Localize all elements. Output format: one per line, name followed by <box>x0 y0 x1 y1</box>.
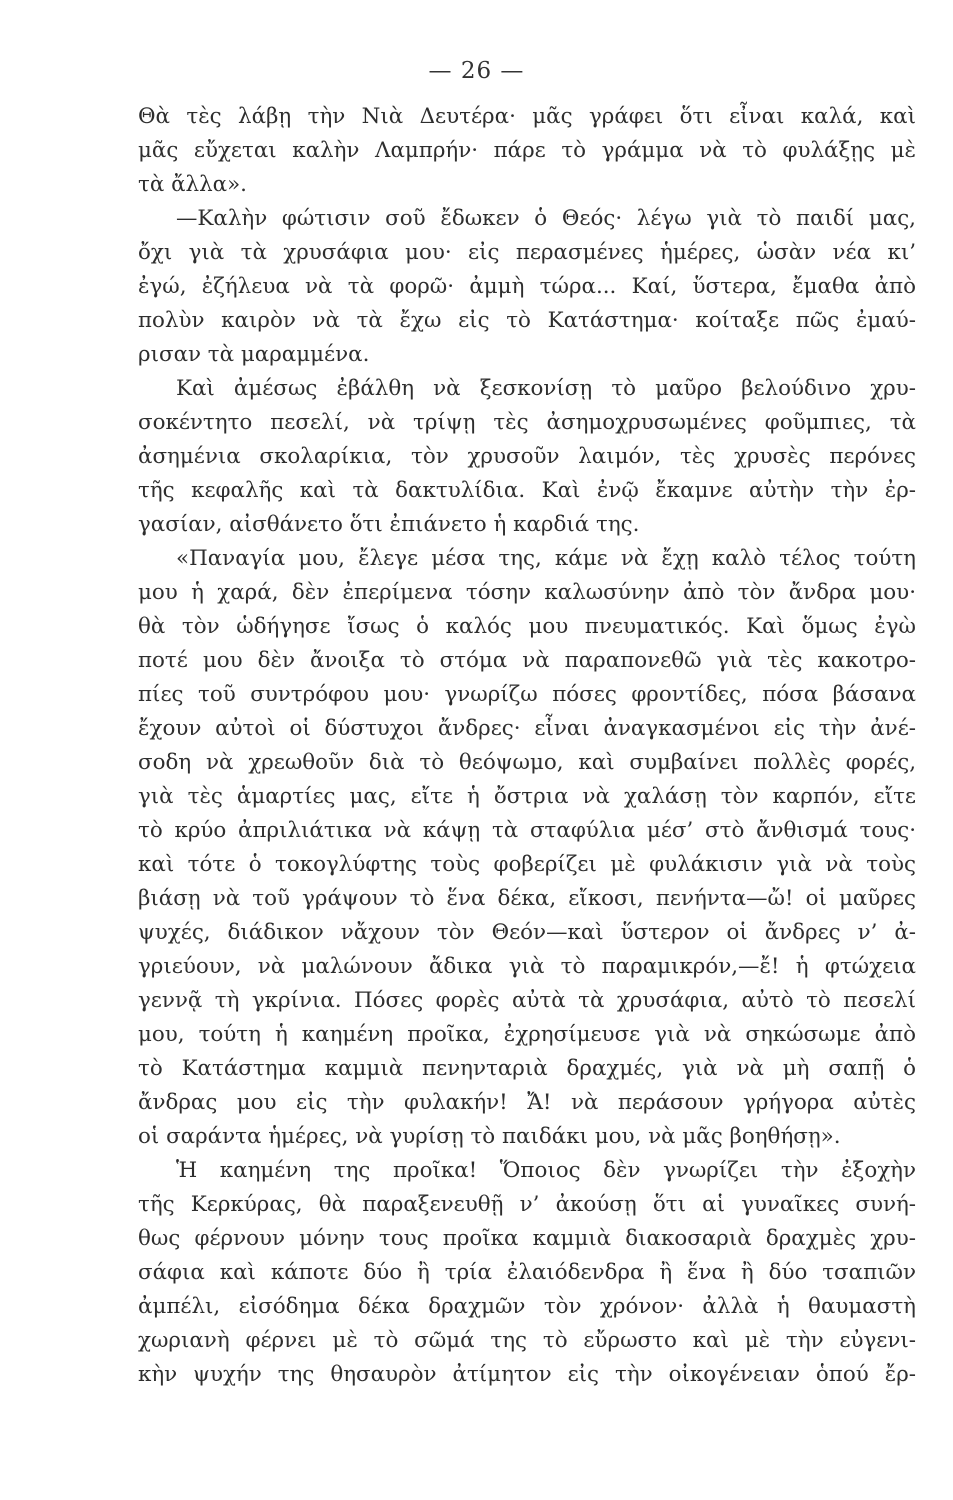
text-line: ἐγώ, ἐζήλευα νὰ τὰ φορῶ· ἀμμὴ τώρα... Καί, ὕστερα, ἔμαθα ἀπὸ <box>138 274 916 299</box>
text-line: βιάσῃ νὰ τοῦ γράψουν τὸ ἕνα δέκα, εἴκοσι, πενήντα—ὤ! οἱ μαῦρες <box>138 886 916 911</box>
text-line: καὶ τότε ὁ τοκογλύφτης τοὺς φοβερίζει μὲ φυλάκισιν γιὰ νὰ τοὺς <box>138 852 916 877</box>
text-line: γεννᾷ τὴ γκρίνια. Πόσες φορὲς αὐτὰ τὰ χρυσάφια, αὐτὸ τὸ πεσελί <box>138 988 916 1013</box>
text-line: ἀμπέλι, εἰσόδημα δέκα δραχμῶν τὸν χρόνον· ἀλλὰ ἡ θαυμαστὴ <box>138 1294 916 1319</box>
text-line: τῆς κεφαλῆς καὶ τὰ δακτυλίδια. Καὶ ἐνῷ ἔκαμνε αὐτὴν τὴν ἐρ- <box>138 478 916 503</box>
text-line: πολὺν καιρὸν νὰ τὰ ἔχω εἰς τὸ Κατάστημα· κοίταξε πῶς ἐμαύ- <box>138 308 916 333</box>
text-line: ποτέ μου δὲν ἄνοιξα τὸ στόμα νὰ παραπονεθῶ γιὰ τὲς κακοτρο- <box>138 648 916 673</box>
text-line: θως φέρνουν μόνην τους προῖκα καμμιὰ διακοσαριὰ δραχμὲς χρυ- <box>138 1226 916 1251</box>
text-line: τὸ κρύο ἀπριλιάτικα νὰ κάψῃ τὰ σταφύλια μέσ’ στὸ ἄνθισμά τους· <box>138 818 916 843</box>
text-line: πίες τοῦ συντρόφου μου· γνωρίζω πόσες φροντίδες, πόσα βάσανα <box>138 682 916 707</box>
text-line: οἱ σαράντα ἡμέρες, νὰ γυρίσῃ τὸ παιδάκι μου, νὰ μᾶς βοηθήσῃ». <box>138 1124 841 1149</box>
text-line: ἄνδρας μου εἰς τὴν φυλακήν! Ἄ! νὰ περάσουν γρήγορα αὐτὲς <box>138 1090 916 1115</box>
text-line: γιὰ τὲς ἁμαρτίες μας, εἴτε ἡ ὄστρια νὰ χαλάσῃ τὸν καρπόν, εἴτε <box>138 784 916 809</box>
text-line: κὴν ψυχήν της θησαυρὸν ἀτίμητον εἰς τὴν οἰκογένειαν ὁπού ἔρ- <box>138 1362 916 1387</box>
text-line: Θὰ τὲς λάβῃ τὴν Νιὰ Δευτέρα· μᾶς γράφει ὅτι εἶναι καλά, καὶ <box>138 104 916 129</box>
page-number: — 26 — <box>428 58 525 84</box>
text-line: μᾶς εὔχεται καλὴν Λαμπρήν· πάρε τὸ γράμμα νὰ τὸ φυλάξῃς μὲ <box>138 138 916 163</box>
text-line: σοκέντητο πεσελί, νὰ τρίψῃ τὲς ἀσημοχρυσωμένες φοῦμπιες, τὰ <box>138 410 916 435</box>
text-line: —Καλὴν φώτισιν σοῦ ἔδωκεν ὁ Θεός· λέγω γιὰ τὸ παιδί μας, <box>176 206 916 231</box>
text-line: «Παναγία μου, ἔλεγε μέσα της, κάμε νὰ ἔχῃ καλὸ τέλος τούτη <box>176 546 916 571</box>
text-line: ἀσημένια σκολαρίκια, τὸν χρυσοῦν λαιμόν, τὲς χρυσὲς περόνες <box>138 444 916 469</box>
text-line: τὰ ἄλλα». <box>138 172 247 197</box>
text-line: γασίαν, αἰσθάνετο ὅτι ἐπιάνετο ἡ καρδιά της. <box>138 512 640 537</box>
text-line: ὄχι γιὰ τὰ χρυσάφια μου· εἰς περασμένες ἡμέρες, ὡσὰν νέα κι’ <box>138 240 916 265</box>
text-line: σάφια καὶ κάποτε δύο ἢ τρία ἐλαιόδενδρα ἢ ἕνα ἢ δύο τσαπιῶν <box>138 1260 916 1285</box>
text-line: χωριανὴ φέρνει μὲ τὸ σῶμά της τὸ εὔρωστο καὶ μὲ τὴν εὐγενι- <box>138 1328 916 1353</box>
text-line: μου ἡ χαρά, δὲν ἐπερίμενα τόσην καλωσύνην ἀπὸ τὸν ἄνδρα μου· <box>138 580 916 605</box>
text-line: σοδη νὰ χρεωθοῦν διὰ τὸ θεόψωμο, καὶ συμβαίνει πολλὲς φορές, <box>138 750 916 775</box>
text-line: ρισαν τὰ μαραμμένα. <box>138 342 370 367</box>
text-line: μου, τούτη ἡ καημένη προῖκα, ἐχρησίμευσε γιὰ νὰ σηκώσωμε ἀπὸ <box>138 1022 916 1047</box>
text-line: θὰ τὸν ὡδήγησε ἴσως ὁ καλός μου πνευματικός. Καὶ ὅμως ἐγὼ <box>138 614 916 639</box>
text-line: τὸ Κατάστημα καμμιὰ πενηνταριὰ δραχμές, γιὰ νὰ μὴ σαπῇ ὁ <box>138 1056 916 1081</box>
text-line: Καὶ ἀμέσως ἐβάλθη νὰ ξεσκονίσῃ τὸ μαῦρο βελούδινο χρυ- <box>176 376 916 401</box>
text-line: ἔχουν αὐτοὶ οἱ δύστυχοι ἄνδρες· εἶναι ἀναγκασμένοι εἰς τὴν ἀνέ- <box>138 716 916 741</box>
text-line: γριεύουν, νὰ μαλώνουν ἄδικα γιὰ τὸ παραμικρόν,—ἔ! ἡ φτώχεια <box>138 954 916 979</box>
text-line: τῆς Κερκύρας, θὰ παραξενευθῇ ν’ ἀκούσῃ ὅτι αἱ γυναῖκες συνή- <box>138 1192 916 1217</box>
text-line: Ἡ καημένη της προῖκα! Ὅποιος δὲν γνωρίζει τὴν ἐξοχὴν <box>176 1158 916 1183</box>
text-line: ψυχές, διάδικον νἄχουν τὸν Θεόν—καὶ ὕστερον οἱ ἄνδρες ν’ ἀ- <box>138 920 916 945</box>
body-text <box>138 100 916 1392</box>
